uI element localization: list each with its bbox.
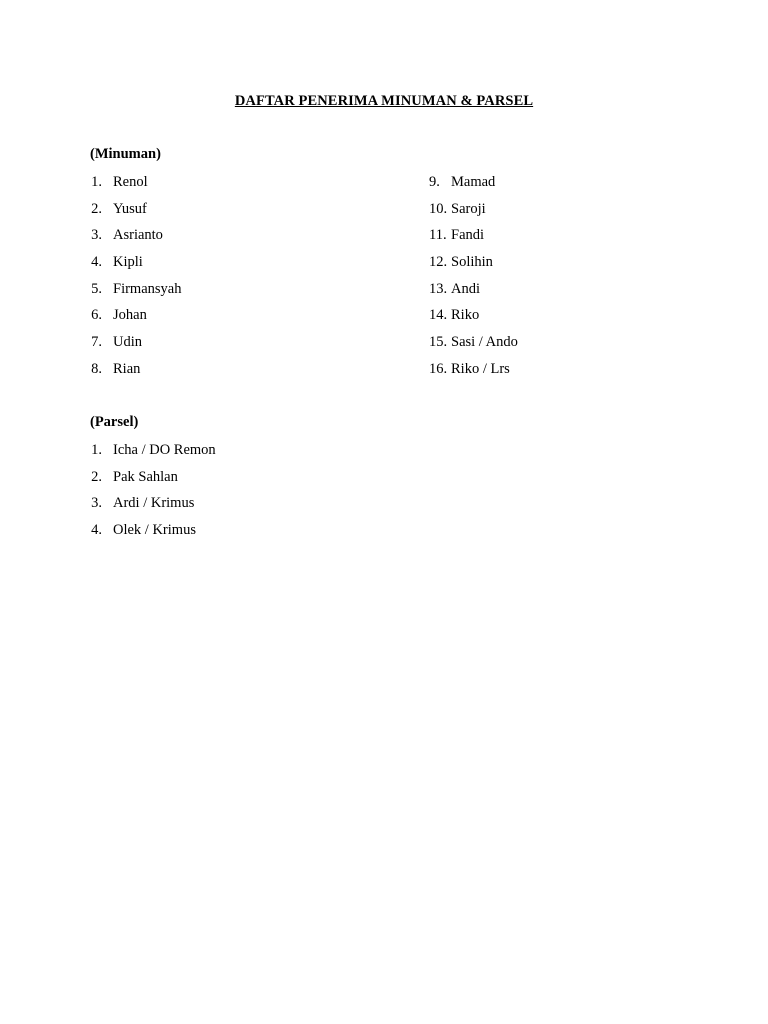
item-number: 5. bbox=[91, 280, 102, 297]
list-item bbox=[80, 440, 216, 467]
list-item bbox=[80, 199, 181, 226]
item-name: Fandi bbox=[451, 227, 485, 244]
item-number: 7. bbox=[91, 334, 102, 351]
item-name: Renol bbox=[113, 174, 148, 190]
item-name: Riko bbox=[451, 307, 480, 324]
item-name: Sasi / Ando bbox=[451, 334, 518, 351]
item-name: Mamad bbox=[451, 174, 496, 190]
parsel-list bbox=[80, 440, 216, 547]
item-number: 14. bbox=[429, 307, 448, 324]
item-number: 1. bbox=[91, 174, 102, 190]
list-item bbox=[429, 279, 518, 306]
list-item bbox=[80, 225, 181, 252]
item-name: Andi bbox=[451, 280, 480, 297]
minuman-list-right bbox=[429, 172, 518, 386]
list-item bbox=[429, 252, 518, 279]
list-item bbox=[429, 172, 518, 199]
list-item bbox=[80, 172, 181, 199]
item-name: Solihin bbox=[451, 254, 493, 271]
item-name: Ardi / Krimus bbox=[113, 495, 195, 512]
item-number: 10. bbox=[429, 200, 448, 217]
item-number: 8. bbox=[91, 360, 102, 377]
item-number: 2. bbox=[91, 200, 102, 217]
list-item bbox=[429, 225, 518, 252]
item-number: 1. bbox=[91, 442, 102, 458]
item-number: 6. bbox=[91, 307, 102, 324]
list-item bbox=[429, 332, 518, 359]
item-number: 13. bbox=[429, 280, 448, 297]
item-name: Pak Sahlan bbox=[113, 468, 178, 485]
list-item bbox=[80, 279, 181, 306]
list-item bbox=[429, 305, 518, 332]
list-item bbox=[429, 359, 518, 386]
item-number: 3. bbox=[91, 227, 102, 244]
item-number: 2. bbox=[91, 468, 102, 485]
item-number: 12. bbox=[429, 254, 448, 271]
item-number: 4. bbox=[91, 254, 102, 271]
item-name: Olek / Krimus bbox=[113, 522, 196, 539]
item-number: 9. bbox=[429, 174, 440, 190]
document-title: DAFTAR PENERIMA MINUMAN & PARSEL bbox=[234, 93, 534, 109]
minuman-heading: (Minuman) bbox=[90, 146, 161, 162]
item-name: Riko / Lrs bbox=[451, 360, 510, 377]
item-name: Rian bbox=[113, 360, 141, 377]
item-number: 11. bbox=[429, 227, 447, 244]
item-name: Icha / DO Remon bbox=[113, 442, 216, 458]
item-number: 4. bbox=[91, 522, 102, 539]
item-name: Johan bbox=[113, 307, 147, 324]
list-item bbox=[429, 199, 518, 226]
item-name: Yusuf bbox=[113, 200, 147, 217]
item-name: Firmansyah bbox=[113, 280, 182, 297]
list-item bbox=[80, 520, 216, 547]
item-name: Udin bbox=[113, 334, 142, 351]
item-name: Kipli bbox=[113, 254, 143, 271]
minuman-list-left bbox=[80, 172, 181, 386]
item-number: 16. bbox=[429, 360, 448, 377]
list-item bbox=[80, 305, 181, 332]
list-item bbox=[80, 252, 181, 279]
item-number: 3. bbox=[91, 495, 102, 512]
list-item bbox=[80, 359, 181, 386]
item-name: Asrianto bbox=[113, 227, 163, 244]
parsel-heading: (Parsel) bbox=[90, 414, 139, 430]
list-item bbox=[80, 493, 216, 520]
list-item bbox=[80, 467, 216, 494]
item-number: 15. bbox=[429, 334, 448, 351]
list-item bbox=[80, 332, 181, 359]
item-name: Saroji bbox=[451, 200, 486, 217]
